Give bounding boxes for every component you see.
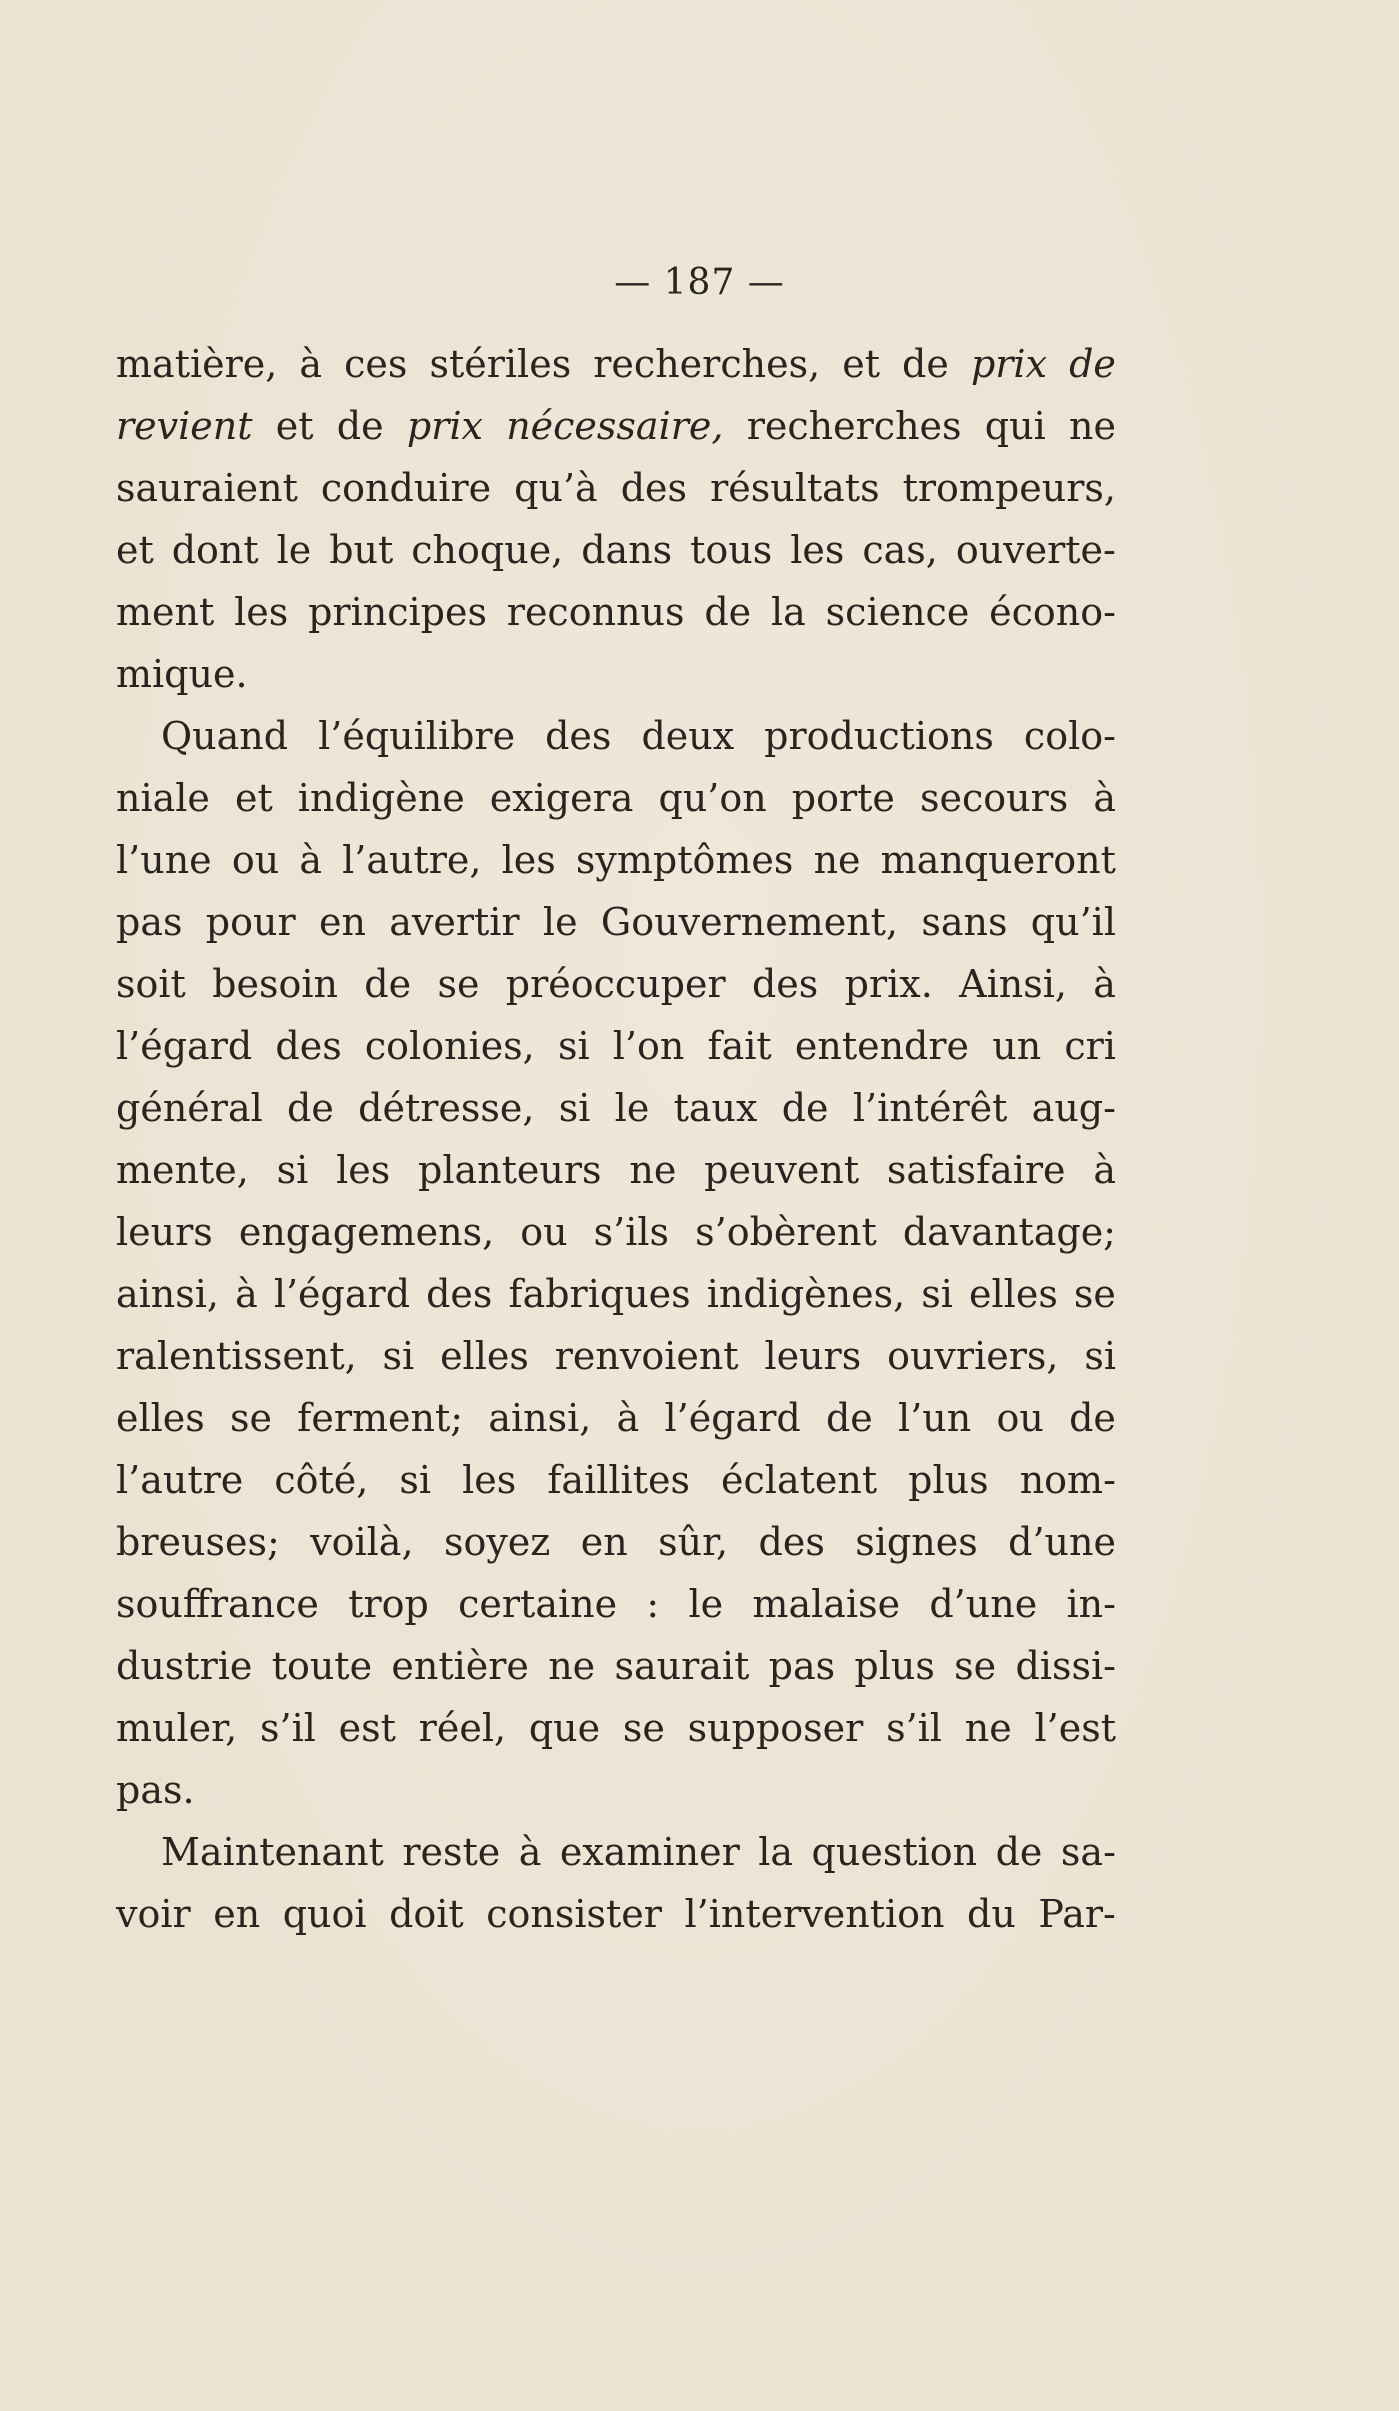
word: l’égard <box>116 1024 253 1068</box>
word: l’un <box>898 1396 972 1440</box>
text-line <box>116 333 1116 395</box>
text-line <box>116 519 1116 581</box>
word: mique. <box>116 652 248 696</box>
word: reste <box>402 1830 501 1874</box>
word: signes <box>855 1520 978 1564</box>
word: des <box>426 1272 493 1316</box>
text-line <box>116 1139 1116 1201</box>
word: voir <box>116 1892 191 1936</box>
word: colonies, <box>364 1024 535 1068</box>
word: à <box>235 1272 258 1316</box>
word: entière <box>391 1644 529 1688</box>
body-text <box>116 333 1116 1945</box>
word: pas <box>116 900 183 944</box>
word: de <box>995 1830 1043 1874</box>
word: engagemens, <box>238 1210 495 1254</box>
italic-word: revient <box>116 404 253 448</box>
word: l’intervention <box>684 1892 945 1936</box>
word: voilà, <box>310 1520 414 1564</box>
word: préoccuper <box>505 962 726 1006</box>
word: Maintenant <box>161 1830 384 1874</box>
text-line <box>116 1325 1116 1387</box>
word: faillites <box>547 1458 690 1502</box>
word: but <box>329 528 394 572</box>
word: d’une <box>929 1582 1038 1626</box>
word: s’il <box>886 1706 942 1750</box>
word: des <box>758 1520 825 1564</box>
word: Gouvernement, <box>600 900 899 944</box>
word: indigènes, <box>706 1272 906 1316</box>
word: secours <box>919 776 1069 820</box>
word: exigera <box>489 776 634 820</box>
word: mente, <box>116 1148 249 1192</box>
word: en <box>213 1892 261 1936</box>
word: un <box>992 1024 1042 1068</box>
word: à <box>299 838 322 882</box>
word: d’une <box>1008 1520 1116 1564</box>
word: l’égard <box>664 1396 801 1440</box>
text-line <box>116 705 1116 767</box>
word: le <box>614 1086 650 1130</box>
text-line <box>116 1201 1116 1263</box>
word: sans <box>921 900 1008 944</box>
text-line <box>116 1015 1116 1077</box>
word: science <box>825 590 970 634</box>
word: indigène <box>297 776 465 820</box>
word: réel, <box>418 1706 507 1750</box>
word: des <box>620 466 688 510</box>
word: matière, <box>116 342 278 386</box>
text-line <box>116 1883 1116 1945</box>
text-line <box>116 643 1116 705</box>
word: Ainsi, <box>959 962 1067 1006</box>
text-line <box>116 829 1116 891</box>
word: les <box>501 838 556 882</box>
word: détresse, <box>358 1086 535 1130</box>
word: nom- <box>1019 1458 1116 1502</box>
word: les <box>234 590 289 634</box>
word: à <box>518 1830 542 1874</box>
text-line <box>116 1635 1116 1697</box>
italic-word: prix <box>970 342 1048 386</box>
word: du <box>967 1892 1016 1936</box>
word: plus <box>854 1644 935 1688</box>
word: cri <box>1064 1024 1116 1068</box>
word: et <box>275 404 314 448</box>
paragraph <box>116 333 1116 705</box>
word: à <box>1093 962 1116 1006</box>
paragraph <box>116 705 1116 1821</box>
text-line <box>116 581 1116 643</box>
word: stériles <box>429 342 572 386</box>
word: se <box>230 1396 273 1440</box>
word: à <box>1093 1148 1116 1192</box>
word: niale <box>116 776 210 820</box>
word: satisfaire <box>886 1148 1066 1192</box>
word: in- <box>1066 1582 1116 1626</box>
word: recherches <box>746 404 962 448</box>
word: si <box>382 1334 415 1378</box>
word: qu’on <box>658 776 767 820</box>
word: l’autre, <box>342 838 482 882</box>
word: deux <box>641 714 735 758</box>
word: Par- <box>1038 1892 1116 1936</box>
word: s’obèrent <box>695 1210 877 1254</box>
word: ouvriers, <box>887 1334 1059 1378</box>
word: et <box>234 776 273 820</box>
word: elles <box>969 1272 1058 1316</box>
word: : <box>646 1582 660 1626</box>
word: examiner <box>559 1830 740 1874</box>
word: supposer <box>687 1706 864 1750</box>
text-line <box>116 1573 1116 1635</box>
word: ou <box>231 838 280 882</box>
word: choque, <box>411 528 564 572</box>
text-line <box>116 953 1116 1015</box>
word: breuses; <box>116 1520 280 1564</box>
word: ne <box>1068 404 1116 448</box>
word: manqueront <box>880 838 1116 882</box>
word: porte <box>791 776 895 820</box>
word: de <box>902 342 949 386</box>
word: renvoient <box>554 1334 739 1378</box>
word: elles <box>440 1334 529 1378</box>
word: le <box>688 1582 724 1626</box>
word: colo- <box>1023 714 1116 758</box>
word: la <box>771 590 806 634</box>
word: des <box>275 1024 342 1068</box>
text-line <box>116 767 1116 829</box>
word: davantage; <box>902 1210 1116 1254</box>
word: entendre <box>794 1024 970 1068</box>
word: ne <box>629 1148 677 1192</box>
word: se <box>622 1706 665 1750</box>
word: qui <box>984 404 1046 448</box>
word: l’est <box>1034 1706 1116 1750</box>
word: s’il <box>259 1706 316 1750</box>
word: consister <box>486 1892 662 1936</box>
text-line <box>116 1387 1116 1449</box>
word: de <box>781 1086 829 1130</box>
word: Quand <box>161 714 289 758</box>
word: souffrance <box>116 1582 319 1626</box>
word: l’intérêt <box>852 1086 1008 1130</box>
word: dans <box>581 528 673 572</box>
word: éclatent <box>721 1458 878 1502</box>
word: ainsi, <box>488 1396 592 1440</box>
word: cas, <box>862 528 938 572</box>
word: l’autre <box>116 1458 244 1502</box>
word: ou <box>996 1396 1044 1440</box>
word: leurs <box>764 1334 862 1378</box>
word: en <box>580 1520 628 1564</box>
word: la <box>758 1830 794 1874</box>
word: productions <box>764 714 994 758</box>
word: dont <box>171 528 259 572</box>
word: l’égard <box>273 1272 411 1316</box>
word: fabriques <box>508 1272 691 1316</box>
word: soit <box>116 962 186 1006</box>
word: besoin <box>212 962 338 1006</box>
word: peuvent <box>704 1148 860 1192</box>
word: ralentissent, <box>116 1334 357 1378</box>
word: en <box>318 900 366 944</box>
italic-word: de <box>1069 342 1116 386</box>
text-line <box>116 1077 1116 1139</box>
word: et <box>116 528 154 572</box>
word: pas. <box>116 1768 195 1812</box>
word: si <box>921 1272 953 1316</box>
word: de <box>364 962 412 1006</box>
word: question <box>811 1830 978 1874</box>
word: l’équilibre <box>318 714 516 758</box>
word: de <box>287 1086 334 1130</box>
page-number: — 187 — <box>614 262 785 303</box>
word: ou <box>520 1210 568 1254</box>
word: les <box>336 1148 391 1192</box>
word: qu’à <box>514 466 598 510</box>
word: planteurs <box>418 1148 602 1192</box>
word: l’une <box>116 838 212 882</box>
word: recherches, <box>593 342 821 386</box>
word: les <box>790 528 845 572</box>
italic-word: nécessaire, <box>506 404 724 448</box>
word: prix. <box>844 962 933 1006</box>
word: pour <box>205 900 296 944</box>
text-line <box>116 1697 1116 1759</box>
word: fait <box>707 1024 772 1068</box>
word: ferment; <box>297 1396 464 1440</box>
word: général <box>116 1086 263 1130</box>
word: dustrie <box>116 1644 253 1688</box>
paragraph <box>116 1821 1116 1945</box>
text-line <box>116 457 1116 519</box>
word: ne <box>548 1644 596 1688</box>
word: si <box>558 1086 591 1130</box>
word: les <box>462 1458 517 1502</box>
word: se <box>1073 1272 1116 1316</box>
word: avertir <box>389 900 520 944</box>
word: de <box>336 404 384 448</box>
word: ouverte- <box>955 528 1116 572</box>
word: leurs <box>116 1210 213 1254</box>
word: si <box>276 1148 309 1192</box>
word: à <box>299 342 323 386</box>
word: ainsi, <box>116 1272 220 1316</box>
word: elles <box>116 1396 205 1440</box>
word: pas <box>768 1644 836 1688</box>
word: le <box>276 528 312 572</box>
word: des <box>751 962 819 1006</box>
word: si <box>557 1024 590 1068</box>
word: le <box>542 900 578 944</box>
word: certaine <box>458 1582 618 1626</box>
word: principes <box>308 590 487 634</box>
text-line <box>116 1821 1116 1883</box>
word: et <box>842 342 880 386</box>
text-line <box>116 1759 1116 1821</box>
word: trop <box>348 1582 429 1626</box>
word: à <box>616 1396 640 1440</box>
word: à <box>1093 776 1116 820</box>
word: ne <box>964 1706 1012 1750</box>
text-line <box>116 1511 1116 1573</box>
word: côté, <box>274 1458 369 1502</box>
word: reconnus <box>506 590 685 634</box>
word: si <box>399 1458 432 1502</box>
word: de <box>825 1396 873 1440</box>
word: que <box>528 1706 601 1750</box>
word: toute <box>271 1644 373 1688</box>
word: ces <box>344 342 408 386</box>
word: malaise <box>752 1582 901 1626</box>
word: dissi- <box>1015 1644 1116 1688</box>
word: écono- <box>989 590 1116 634</box>
word: taux <box>673 1086 758 1130</box>
text-line <box>116 891 1116 953</box>
word: aug- <box>1031 1086 1116 1130</box>
word: se <box>437 962 480 1006</box>
italic-word: prix <box>406 404 483 448</box>
word: soyez <box>443 1520 551 1564</box>
word: plus <box>908 1458 989 1502</box>
word: sûr, <box>658 1520 729 1564</box>
word: conduire <box>320 466 492 510</box>
word: ment <box>116 590 215 634</box>
word: l’on <box>612 1024 685 1068</box>
text-line <box>116 395 1116 457</box>
word: tous <box>690 528 773 572</box>
word: résultats <box>710 466 880 510</box>
word: qu’il <box>1030 900 1116 944</box>
word: ne <box>813 838 861 882</box>
text-line <box>116 1263 1116 1325</box>
word: s’ils <box>593 1210 670 1254</box>
word: des <box>545 714 612 758</box>
text-line <box>116 1449 1116 1511</box>
word: saurait <box>614 1644 750 1688</box>
word: se <box>954 1644 997 1688</box>
word: quoi <box>282 1892 367 1936</box>
word: si <box>1084 1334 1116 1378</box>
word: de <box>704 590 752 634</box>
word: trompeurs, <box>902 466 1116 510</box>
word: sa- <box>1060 1830 1116 1874</box>
word: est <box>338 1706 396 1750</box>
word: doit <box>389 1892 464 1936</box>
word: de <box>1069 1396 1116 1440</box>
word: symptômes <box>575 838 794 882</box>
word: sauraient <box>116 466 298 510</box>
word: muler, <box>116 1706 238 1750</box>
